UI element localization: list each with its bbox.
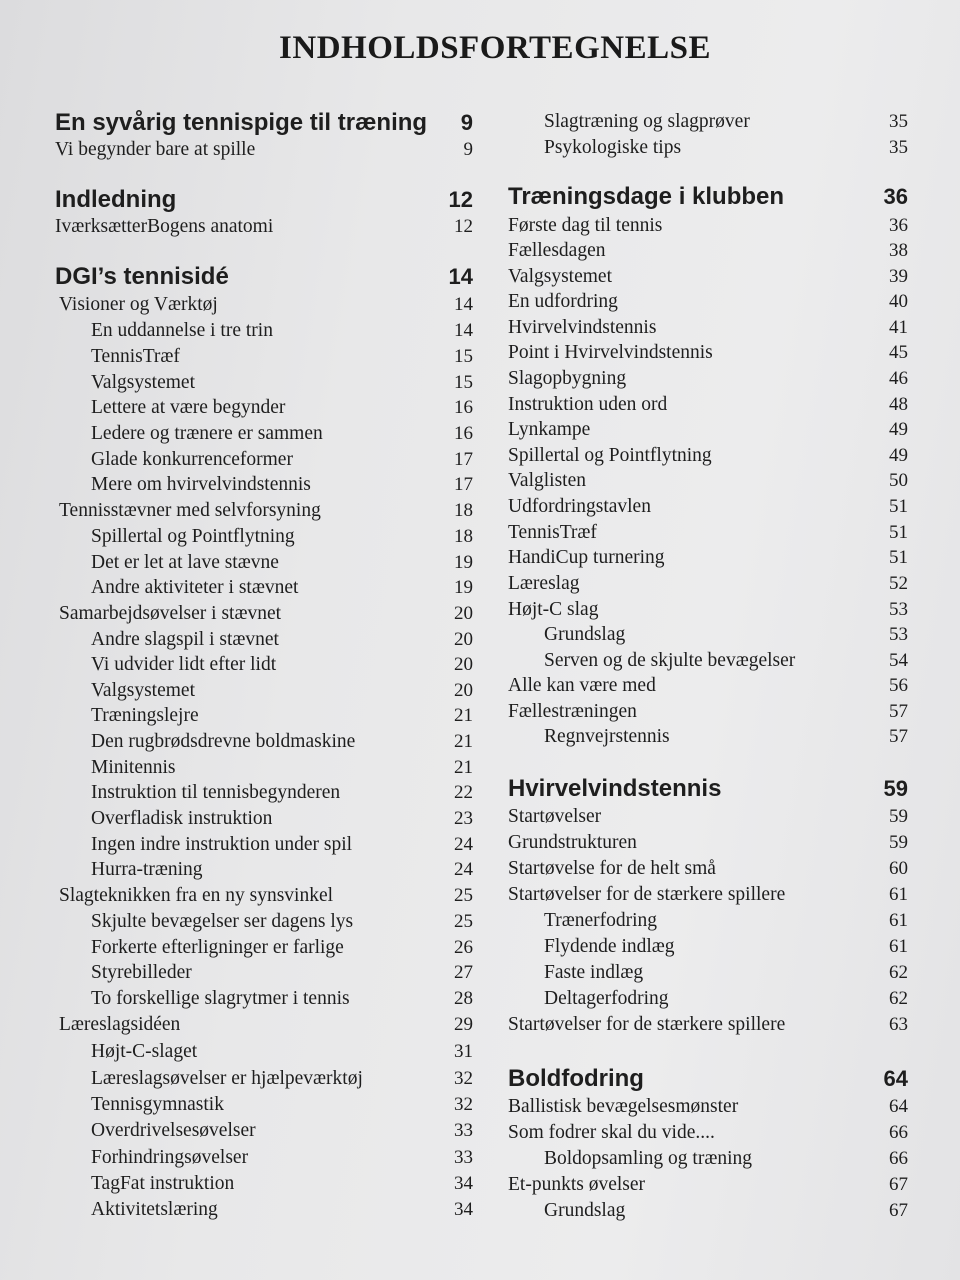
toc-page-number: 52 xyxy=(889,573,908,594)
toc-entry-label: Udfordringstavlen xyxy=(508,496,651,517)
toc-entry xyxy=(508,289,908,315)
toc-page-number: 32 xyxy=(454,1094,473,1115)
toc-entry-label: Andre aktiviteter i stævnet xyxy=(91,577,299,598)
toc-page-number: 49 xyxy=(889,419,908,440)
toc-entry-label: Deltagerfodring xyxy=(544,988,669,1009)
toc-entry-label: Spillertal og Pointflytning xyxy=(508,445,712,466)
toc-page-number: 18 xyxy=(454,526,473,547)
toc-page-number: 19 xyxy=(454,577,473,598)
toc-entry-label: Valgsystemet xyxy=(91,372,195,393)
toc-page-number: 15 xyxy=(454,372,473,393)
toc-entry xyxy=(508,960,908,986)
toc-page-number: 35 xyxy=(889,137,908,158)
toc-page-number: 40 xyxy=(889,291,908,312)
toc-page-number: 38 xyxy=(889,240,908,261)
toc-entry xyxy=(55,1012,473,1038)
toc-page-number: 66 xyxy=(889,1122,908,1143)
toc-entry xyxy=(55,729,473,755)
toc-entry xyxy=(508,1172,908,1198)
toc-entry-label: HandiCup turnering xyxy=(508,547,665,568)
toc-entry-label: Vi begynder bare at spille xyxy=(55,139,256,160)
toc-entry xyxy=(508,571,908,597)
toc-entry xyxy=(55,755,473,781)
toc-entry-label: En uddannelse i tre trin xyxy=(91,320,273,341)
toc-page-number: 66 xyxy=(889,1148,908,1169)
toc-page-number: 46 xyxy=(889,368,908,389)
toc-entry xyxy=(55,601,473,627)
toc-entry xyxy=(55,652,473,678)
toc-page-number: 17 xyxy=(454,474,473,495)
toc-entry xyxy=(55,857,473,883)
toc-entry xyxy=(508,392,908,418)
toc-page-number: 57 xyxy=(889,701,908,722)
toc-entry-label: Træningslejre xyxy=(91,705,199,726)
toc-entry-label: Spillertal og Pointflytning xyxy=(91,526,295,547)
toc-entry xyxy=(55,832,473,858)
toc-entry-label: Grundslag xyxy=(544,1200,626,1221)
toc-section-heading xyxy=(55,185,473,211)
toc-entry-label: Andre slagspil i stævnet xyxy=(91,629,279,650)
toc-page-number: 20 xyxy=(454,603,473,624)
toc-entry xyxy=(508,238,908,264)
toc-entry-label: Valgsystemet xyxy=(91,680,195,701)
toc-section-heading xyxy=(55,262,473,288)
toc-page-number: 61 xyxy=(889,936,908,957)
toc-page-number: 20 xyxy=(454,654,473,675)
toc-page-number: 67 xyxy=(889,1174,908,1195)
toc-entry-label: Valgsystemet xyxy=(508,266,612,287)
toc-page-number: 51 xyxy=(889,496,908,517)
toc-entry-label: Fællestræningen xyxy=(508,701,637,722)
toc-entry xyxy=(55,292,473,318)
toc-page-number: 28 xyxy=(454,988,473,1009)
toc-entry-label: TennisTræf xyxy=(91,346,180,367)
toc-entry-label: Skjulte bevægelser ser dagens lys xyxy=(91,911,354,932)
toc-entry-label: Slagopbygning xyxy=(508,368,627,389)
toc-entry-label: Slagtræning og slagprøver xyxy=(544,111,750,132)
toc-entry xyxy=(55,909,473,935)
toc-entry-label: Minitennis xyxy=(91,757,176,778)
toc-page-number: 12 xyxy=(448,187,473,212)
toc-entry-label: Psykologiske tips xyxy=(544,137,682,158)
toc-page-number: 9 xyxy=(460,110,473,135)
toc-entry xyxy=(508,830,908,856)
toc-entry-label: Fællesdagen xyxy=(508,240,606,261)
toc-page-number: 21 xyxy=(454,705,473,726)
toc-entry xyxy=(508,648,908,674)
toc-entry xyxy=(55,395,473,421)
toc-page-number: 14 xyxy=(448,264,473,289)
toc-entry xyxy=(508,213,908,239)
toc-entry xyxy=(55,421,473,447)
toc-entry xyxy=(55,1145,473,1171)
toc-entry-label: Trænerfodring xyxy=(544,910,658,931)
toc-entry-label: Overdrivelsesøvelser xyxy=(91,1120,256,1141)
toc-entry xyxy=(55,214,473,240)
toc-entry-label: Samarbejdsøvelser i stævnet xyxy=(59,603,282,624)
toc-entry xyxy=(508,724,908,750)
toc-entry xyxy=(508,366,908,392)
toc-entry xyxy=(508,520,908,546)
toc-section-heading xyxy=(508,182,908,208)
toc-entry-label: Grundslag xyxy=(544,624,626,645)
toc-entry xyxy=(55,550,473,576)
toc-page-number: 59 xyxy=(889,832,908,853)
toc-page-number: 16 xyxy=(454,423,473,444)
toc-entry xyxy=(508,1146,908,1172)
toc-entry xyxy=(55,806,473,832)
toc-entry-label: Læreslagsøvelser er hjælpeværktøj xyxy=(91,1068,363,1089)
toc-page-number: 32 xyxy=(454,1068,473,1089)
toc-entry-label: Hvirvelvindstennis xyxy=(508,317,657,338)
toc-entry-label: Boldfodring xyxy=(508,1065,644,1092)
toc-entry-label: Den rugbrødsdrevne boldmaskine xyxy=(91,731,356,752)
toc-entry-label: Ingen indre instruktion under spil xyxy=(91,834,353,855)
toc-entry-label: Læreslag xyxy=(508,573,580,594)
toc-entry xyxy=(55,883,473,909)
toc-page-number: 14 xyxy=(454,320,473,341)
toc-page-number: 21 xyxy=(454,757,473,778)
toc-entry-label: TagFat instruktion xyxy=(91,1173,235,1194)
toc-entry xyxy=(55,780,473,806)
toc-entry-label: Første dag til tennis xyxy=(508,215,663,236)
toc-page-number: 56 xyxy=(889,675,908,696)
toc-entry-label: Forkerte efterligninger er farlige xyxy=(91,937,344,958)
toc-page-number: 21 xyxy=(454,731,473,752)
toc-entry-label: TennisTræf xyxy=(508,522,597,543)
toc-entry xyxy=(55,1171,473,1197)
toc-entry xyxy=(508,908,908,934)
toc-page-number: 59 xyxy=(889,806,908,827)
toc-section-heading xyxy=(508,1064,908,1090)
toc-page-number: 35 xyxy=(889,111,908,132)
toc-entry-label: IværksætterBogens anatomi xyxy=(55,216,274,237)
toc-entry xyxy=(508,986,908,1012)
toc-entry-label: Alle kan være med xyxy=(508,675,656,696)
toc-entry-label: Glade konkurrenceformer xyxy=(91,449,293,470)
toc-page-number: 62 xyxy=(889,962,908,983)
toc-entry xyxy=(55,1039,473,1065)
toc-entry xyxy=(55,524,473,550)
toc-entry-label: Valglisten xyxy=(508,470,586,491)
toc-page-number: 64 xyxy=(883,1066,908,1091)
toc-entry-label: To forskellige slagrytmer i tennis xyxy=(91,988,350,1009)
toc-entry xyxy=(508,1094,908,1120)
toc-entry xyxy=(55,1092,473,1118)
toc-entry-label: Ballistisk bevægelsesmønster xyxy=(508,1096,739,1117)
toc-page-number: 64 xyxy=(889,1096,908,1117)
toc-entry xyxy=(55,960,473,986)
toc-page-number: 16 xyxy=(454,397,473,418)
toc-entry-label: Vi udvider lidt efter lidt xyxy=(91,654,277,675)
toc-entry-label: DGI’s tennisidé xyxy=(55,263,229,290)
toc-entry xyxy=(55,1197,473,1223)
toc-entry-label: Ledere og trænere er sammen xyxy=(91,423,323,444)
toc-page-number: 19 xyxy=(454,552,473,573)
toc-entry xyxy=(508,1120,908,1146)
toc-entry-label: Mere om hvirvelvindstennis xyxy=(91,474,311,495)
toc-entry xyxy=(55,370,473,396)
toc-entry xyxy=(508,443,908,469)
toc-page-number: 60 xyxy=(889,858,908,879)
toc-entry-label: Slagteknikken fra en ny synsvinkel xyxy=(59,885,334,906)
toc-entry-label: Hurra-træning xyxy=(91,859,203,880)
toc-page-number: 45 xyxy=(889,342,908,363)
toc-entry-label: Instruktion til tennisbegynderen xyxy=(91,782,341,803)
toc-entry xyxy=(508,494,908,520)
toc-page-number: 12 xyxy=(454,216,473,237)
toc-page-number: 17 xyxy=(454,449,473,470)
toc-entry-label: Startøvelse for de helt små xyxy=(508,858,716,879)
toc-entry-label: Boldopsamling og træning xyxy=(544,1148,753,1169)
toc-entry xyxy=(55,344,473,370)
toc-entry-label: En syvårig tennispige til træning xyxy=(55,109,428,136)
toc-entry-label: Faste indlæg xyxy=(544,962,644,983)
toc-page-number: 39 xyxy=(889,266,908,287)
page-title: INDHOLDSFORTEGNELSE xyxy=(279,30,711,66)
toc-entry-label: Styrebilleder xyxy=(91,962,192,983)
toc-entry xyxy=(508,882,908,908)
toc-section-heading xyxy=(508,774,908,800)
toc-entry xyxy=(508,699,908,725)
toc-page-number: 33 xyxy=(454,1147,473,1168)
toc-page-number: 36 xyxy=(883,184,908,209)
toc-entry-label: Hvirvelvindstennis xyxy=(508,775,722,802)
toc-page-number: 15 xyxy=(454,346,473,367)
toc-page-number: 61 xyxy=(889,910,908,931)
toc-entry-label: Tennisgymnastik xyxy=(91,1094,224,1115)
toc-entry-label: Indledning xyxy=(55,186,177,213)
toc-page-number: 57 xyxy=(889,726,908,747)
toc-page-number: 36 xyxy=(889,215,908,236)
toc-page-number: 41 xyxy=(889,317,908,338)
toc-page-number: 51 xyxy=(889,522,908,543)
toc-entry-label: Flydende indlæg xyxy=(544,936,675,957)
toc-entry-label: Læreslagsidéen xyxy=(59,1014,181,1035)
toc-page-number: 62 xyxy=(889,988,908,1009)
toc-page-number: 34 xyxy=(454,1199,473,1220)
toc-page-number: 49 xyxy=(889,445,908,466)
toc-entry xyxy=(508,545,908,571)
toc-entry xyxy=(55,447,473,473)
toc-entry xyxy=(508,673,908,699)
toc-entry-label: Forhindringsøvelser xyxy=(91,1147,249,1168)
toc-page-number: 22 xyxy=(454,782,473,803)
toc-page-number: 14 xyxy=(454,294,473,315)
toc-page-number: 53 xyxy=(889,599,908,620)
toc-entry xyxy=(55,137,473,163)
toc-entry xyxy=(508,1198,908,1224)
toc-entry xyxy=(508,135,908,161)
toc-entry-label: Instruktion uden ord xyxy=(508,394,668,415)
toc-entry-label: Tennisstævner med selvforsyning xyxy=(59,500,321,521)
toc-entry-label: En udfordring xyxy=(508,291,618,312)
toc-entry-label: Regnvejrstennis xyxy=(544,726,670,747)
toc-entry xyxy=(55,575,473,601)
toc-entry-label: Et-punkts øvelser xyxy=(508,1174,646,1195)
toc-page-number: 23 xyxy=(454,808,473,829)
toc-entry xyxy=(55,1118,473,1144)
toc-entry-label: Træningsdage i klubben xyxy=(508,183,785,210)
toc-page-number: 25 xyxy=(454,911,473,932)
toc-page-number: 67 xyxy=(889,1200,908,1221)
toc-page-number: 24 xyxy=(454,859,473,880)
toc-page-number: 53 xyxy=(889,624,908,645)
toc-entry-label: Startøvelser for de stærkere spillere xyxy=(508,1014,786,1035)
toc-entry xyxy=(508,417,908,443)
toc-entry xyxy=(508,109,908,135)
toc-page-number: 59 xyxy=(883,776,908,801)
toc-entry xyxy=(508,264,908,290)
toc-page-number: 61 xyxy=(889,884,908,905)
toc-page-number: 25 xyxy=(454,885,473,906)
toc-entry xyxy=(508,856,908,882)
toc-page-number: 18 xyxy=(454,500,473,521)
toc-entry xyxy=(508,315,908,341)
toc-page-number: 26 xyxy=(454,937,473,958)
toc-entry-label: Overfladisk instruktion xyxy=(91,808,273,829)
toc-page-number: 34 xyxy=(454,1173,473,1194)
toc-page-number: 33 xyxy=(454,1120,473,1141)
toc-entry xyxy=(508,622,908,648)
toc-entry-label: Aktivitetslæring xyxy=(91,1199,218,1220)
toc-entry-label: Det er let at lave stævne xyxy=(91,552,279,573)
toc-entry-label: Højt-C-slaget xyxy=(91,1041,198,1062)
toc-entry-label: Grundstrukturen xyxy=(508,832,637,853)
toc-page-number: 20 xyxy=(454,680,473,701)
toc-entry xyxy=(55,627,473,653)
toc-page-number: 48 xyxy=(889,394,908,415)
toc-entry xyxy=(508,597,908,623)
toc-page-number: 31 xyxy=(454,1041,473,1062)
toc-entry xyxy=(508,934,908,960)
toc-entry xyxy=(55,935,473,961)
toc-entry-label: Startøvelser for de stærkere spillere xyxy=(508,884,786,905)
toc-entry xyxy=(55,986,473,1012)
toc-entry xyxy=(55,678,473,704)
toc-page-number: 29 xyxy=(454,1014,473,1035)
toc-entry-label: Lettere at være begynder xyxy=(91,397,286,418)
toc-entry-label: Startøvelser xyxy=(508,806,602,827)
toc-entry xyxy=(508,340,908,366)
toc-page-number: 51 xyxy=(889,547,908,568)
toc-page-number: 20 xyxy=(454,629,473,650)
toc-entry-label: Højt-C slag xyxy=(508,599,599,620)
toc-entry xyxy=(55,498,473,524)
toc-page-number: 50 xyxy=(889,470,908,491)
toc-entry-label: Lynkampe xyxy=(508,419,591,440)
toc-entry xyxy=(55,703,473,729)
toc-entry-label: Serven og de skjulte bevægelser xyxy=(544,650,796,671)
toc-page-number: 9 xyxy=(463,139,473,160)
toc-entry xyxy=(508,804,908,830)
toc-page-number: 24 xyxy=(454,834,473,855)
toc-section-heading xyxy=(55,108,473,134)
toc-entry-label: Som fodrer skal du vide.... xyxy=(508,1122,715,1143)
toc-entry xyxy=(55,318,473,344)
toc-entry xyxy=(508,1012,908,1038)
toc-entry xyxy=(55,472,473,498)
toc-entry xyxy=(508,468,908,494)
toc-page-number: 63 xyxy=(889,1014,908,1035)
toc-page-number: 27 xyxy=(454,962,473,983)
toc-entry xyxy=(55,1066,473,1092)
toc-entry-label: Point i Hvirvelvindstennis xyxy=(508,342,713,363)
toc-entry-label: Visioner og Værktøj xyxy=(59,294,218,315)
toc-page-number: 54 xyxy=(889,650,908,671)
